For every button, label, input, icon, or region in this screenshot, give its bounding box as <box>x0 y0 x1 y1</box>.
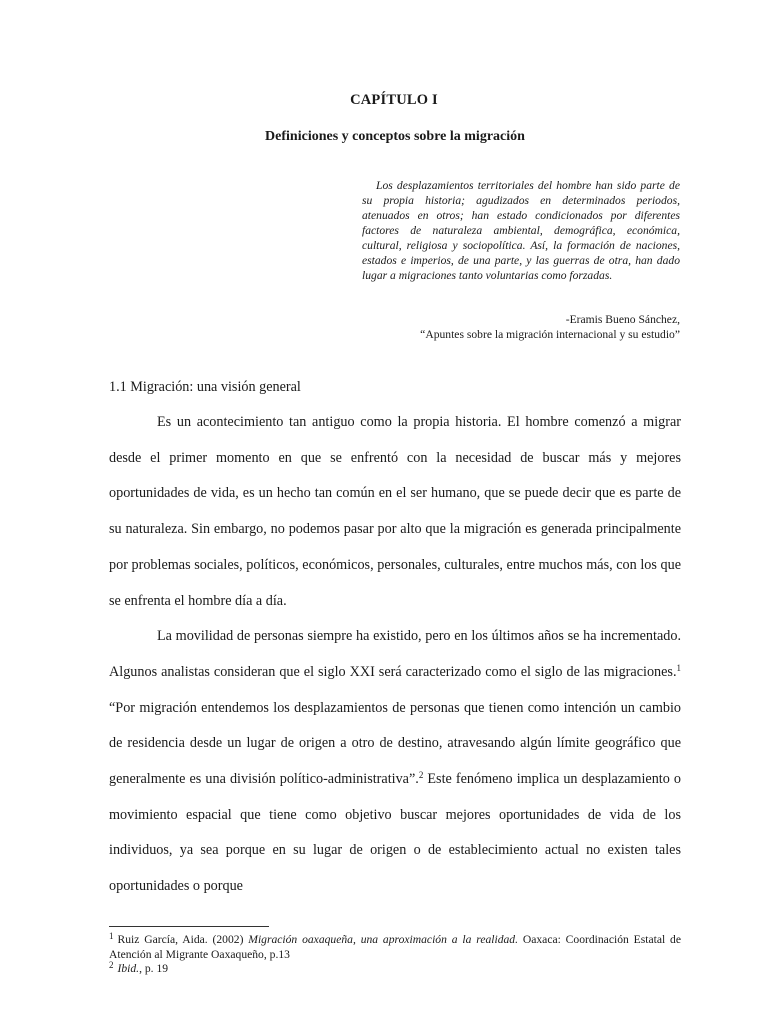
footnote-1-number: 1 <box>109 931 114 941</box>
footnotes <box>109 933 681 977</box>
paragraph-1: Es un acontecimiento tan antiguo como la propia historia. El hombre comenzó a migrar desde el primer momento en que se enfrentó con la necesidad de buscar más y mejores oportunidades de vida, es un hecho tan común en el ser humano, que se puede decir que es parte de su naturaleza. Sin embargo, no podemos pasar por alto que la migración es generada principalmente por problemas sociales, políticos, económicos, personales, culturales, entre muchos más, con los que se enfrenta el hombre día a día. <box>109 414 681 609</box>
footnote-ref-1[interactable]: 1 <box>676 662 681 673</box>
paragraph-2-part-2: “Por migración entendemos los desplazamientos de personas que tienen como intención un cambio de residencia desde un lugar de origen a otro de destino, atravesando algún límite geográfico que generalmente es una división político-administrativa”. <box>109 699 681 788</box>
paragraph-2 <box>109 619 681 905</box>
epigraph-author: -Eramis Bueno Sánchez, <box>565 313 680 326</box>
footnote-separator <box>109 926 269 927</box>
section-heading: 1.1 Migración: una visión general <box>109 379 301 395</box>
chapter-subtitle: Definiciones y conceptos sobre la migración <box>265 129 525 144</box>
footnote-2-ibid: Ibid. <box>117 962 140 975</box>
footnote-1-title: Migración oaxaqueña, una aproximación a la realidad. <box>248 933 519 946</box>
body-text <box>109 405 681 905</box>
epigraph-source: “Apuntes sobre la migración internacional y su estudio” <box>420 328 680 341</box>
footnote-1 <box>109 933 681 962</box>
footnote-2-page: , p. 19 <box>139 962 169 975</box>
footnote-2 <box>109 962 681 977</box>
footnote-1-publisher: Oaxaca: Coordinación Estatal de Atención al Migrante Oaxaqueño, p.13 <box>109 933 681 961</box>
footnote-ref-2[interactable]: 2 <box>418 770 424 781</box>
chapter-title: CAPÍTULO I <box>350 92 438 108</box>
paragraph-2-part-3: Este fenómeno implica un desplazamiento o movimiento espacial que tiene como objetivo buscar mejores oportunidades de vida de los individuos, ya sea porque en su lugar de origen o de establecimiento actual no existen tales oportunidades o porque <box>109 771 681 895</box>
paragraph-2-part-1: La movilidad de personas siempre ha existido, pero en los últimos años se ha incrementado. Algunos analistas consideran que el siglo XXI será caracterizado como el siglo de las migraciones. <box>109 628 681 680</box>
footnote-2-number: 2 <box>109 960 114 970</box>
epigraph-quote: Los desplazamientos territoriales del hombre han sido parte de su propia historia; agudizados en determinados periodos, atenuados en otros; han estado condicionados por diferentes factores de naturaleza ambiental, demográfica, económica, cultural, religiosa y sociopolítica. Así, la formación de naciones, estados e imperios, de una parte, y las guerras de otra, han dado lugar a migraciones tanto voluntarias como forzadas. <box>362 179 680 282</box>
footnote-1-author: Ruiz García, Aida. (2002) <box>117 933 249 946</box>
